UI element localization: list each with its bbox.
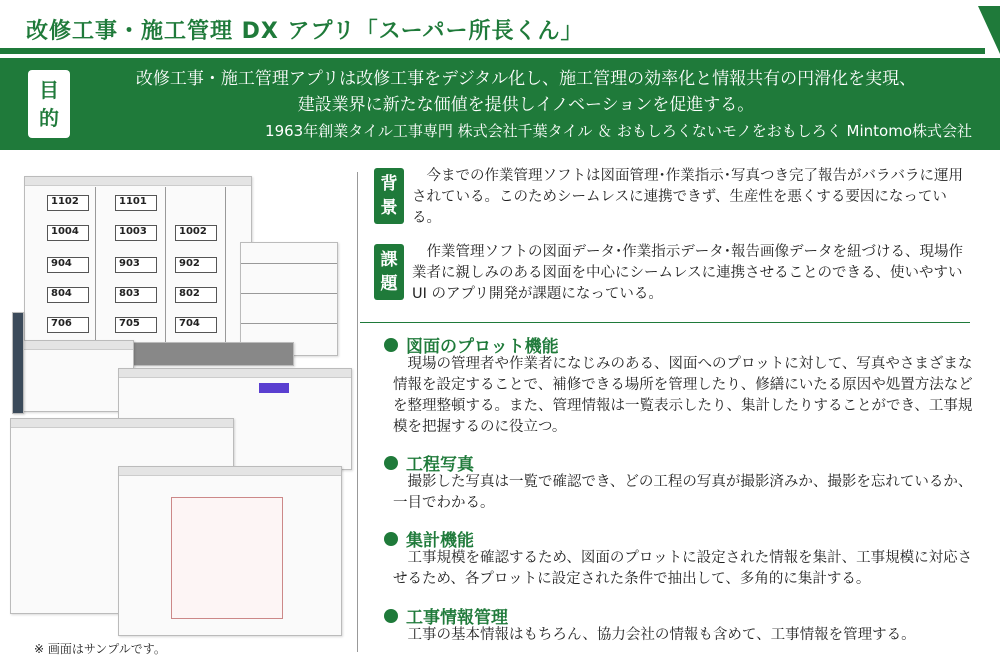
app-screenshots [8,172,348,642]
title-bar [0,0,1000,52]
floor-label: 704 [179,318,200,329]
background-badge-char-2: 景 [380,198,398,218]
floor-1102 [47,195,89,211]
feature-title-text: 工程写真 [406,455,474,475]
plot-drawing-toolbar [119,467,341,476]
background-badge [374,168,404,224]
bullet-icon [384,609,398,623]
bullet-icon [384,338,398,352]
floor-label: 902 [179,258,200,269]
purpose-badge-char-2: 的 [39,106,59,130]
section-divider [360,322,970,323]
background-text: 今までの作業管理ソフトは図面管理･作業指示･写真つき完了報告がバラバラに運用されている。このためシームレスに連携できず、生産性を悪くする要因になっている。 [412,168,963,226]
purpose-badge-char-1: 目 [39,78,59,102]
table-screen-header [119,369,351,378]
floor-1004 [47,225,89,241]
floor-1003 [115,225,157,241]
purpose-band [0,58,1000,150]
floor-label: 904 [51,258,72,269]
issue-text: 作業管理ソフトの図面データ･作業指示データ･報告画像データを紐づける、現場作業者に親しみのある図面を中心にシームレスに連携させることのできる、使いやすい UI のアプリ開発が課題になっている。 [412,244,963,302]
issue-badge-char-1: 課 [380,250,398,270]
floor-706 [47,317,89,333]
feature-body-plot: 現場の管理者や作業者になじみのある、図面へのプロットに対して、写真やさまざまな情報を設定することで、補修できる場所を管理したり、修繕にいたる原因や処置方法などを整理整頓する。また、管理情報は一覧表示したり、集計したりすることができ、工事規模を把握するのに役立つ。 [393,356,973,435]
background-badge-char-1: 背 [380,174,398,194]
purpose-line-2: 建設業界に新たな価値を提供しイノベーションを促進する。 [297,95,755,115]
feature-title-text: 図面のプロット機能 [406,337,559,357]
plot-building [171,497,283,619]
bullet-icon [384,456,398,470]
drawing-screen-toolbar [25,177,251,186]
page-title: 改修工事・施工管理 DX アプリ「スーパー所長くん」 [26,19,584,44]
info-form [12,340,134,412]
floor-803 [115,287,157,303]
floor-label: 1002 [179,226,207,237]
balcony-line [241,293,337,294]
floor-label: 903 [119,258,140,269]
bullet-icon [384,532,398,546]
purpose-text [86,66,966,118]
column-divider [357,172,358,652]
floor-label: 803 [119,288,140,299]
floor-label: 1004 [51,226,79,237]
title-corner [978,6,1000,54]
floor-label: 1003 [119,226,147,237]
floor-1101 [115,195,157,211]
floor-704 [175,317,217,333]
photo-strip [112,342,294,366]
purpose-line-1: 改修工事・施工管理アプリは改修工事をデジタル化し、施工管理の効率化と情報共有の円滑化を実現、 [135,69,917,89]
floor-label: 705 [119,318,140,329]
floor-label: 1102 [51,196,79,207]
issue-badge-char-2: 題 [380,274,398,294]
issue-badge [374,244,404,300]
floor-802 [175,287,217,303]
feature-body-aggregate: 工事規模を確認するため、図面のプロットに設定された情報を集計、工事規模に対応させるため、各プロットに設定された条件で抽出して、多角的に集計する。 [393,550,973,587]
company-credit: 1963年創業タイル工事専門 株式会社千葉タイル ＆ おもしろくないモノをおもしろく Mintomo株式会社 [265,122,972,140]
floor-1002 [175,225,217,241]
floor-705 [115,317,157,333]
building-outline [95,187,96,347]
drawing-screen [24,176,252,348]
floor-label: 804 [51,288,72,299]
building-outline [165,187,166,347]
drawing-screen-right [240,242,338,356]
feature-title-text: 集計機能 [406,531,474,551]
feature-body-info: 工事の基本情報はもちろん、協力会社の情報も含めて、工事情報を管理する。 [407,627,916,643]
floor-903 [115,257,157,273]
purpose-badge [28,70,70,138]
building-outline [225,187,226,347]
floor-902 [175,257,217,273]
floor-label: 706 [51,318,72,329]
balcony-line [241,263,337,264]
feature-body-photo: 撮影した写真は一覧で確認でき、どの工程の写真が撮影済みか、撮影を忘れているか、一目でわかる。 [393,474,973,511]
floor-804 [47,287,89,303]
floor-label: 1101 [119,196,147,207]
plot-drawing [118,466,342,636]
sample-note: ※ 画面はサンプルです。 [34,642,166,656]
aggregate-list-header [11,419,233,428]
feature-title-text: 工事情報管理 [406,608,508,628]
floor-904 [47,257,89,273]
balcony-line [241,323,337,324]
side-nav [12,312,24,414]
highlight-cell [259,383,289,393]
info-form-header [13,341,133,350]
floor-label: 802 [179,288,200,299]
